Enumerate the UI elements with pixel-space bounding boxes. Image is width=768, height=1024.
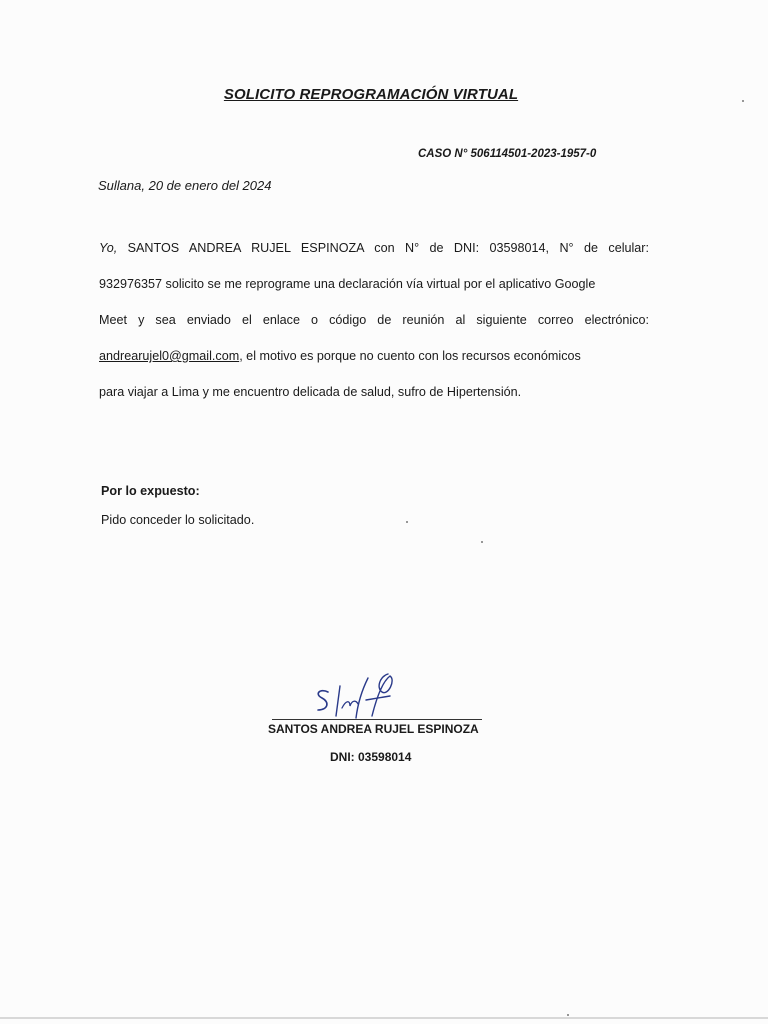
body-paragraph [99, 230, 649, 410]
handwritten-signature [300, 670, 410, 725]
case-number: CASO N° 506114501-2023-1957-0 [418, 148, 597, 160]
body-line-2: 932976357 solicito se me reprograme una declaración vía virtual por el aplicativo Google [99, 277, 596, 291]
signer-name: SANTOS ANDREA RUJEL ESPINOZA [268, 722, 479, 736]
signature-line [272, 719, 482, 720]
scan-speck [481, 541, 483, 543]
body-line-1-text: SANTOS ANDREA RUJEL ESPINOZA con N° de DNI: 03598014, N° de celular: [117, 241, 649, 255]
scan-speck [406, 521, 408, 523]
body-line-5: para viajar a Lima y me encuentro delicada de salud, sufro de Hipertensión. [99, 385, 522, 399]
document-title: SOLICITO REPROGRAMACIÓN VIRTUAL [223, 86, 519, 103]
closing-label: Por lo expuesto: [101, 484, 200, 498]
email-link[interactable]: andrearujel0@gmail.com [99, 349, 240, 363]
body-yo: Yo, [99, 241, 118, 255]
page-bottom-edge [0, 1017, 768, 1019]
closing-request: Pido conceder lo solicitado. [101, 513, 255, 527]
body-line-4 [99, 338, 649, 374]
body-line-3: Meet y sea enviado el enlace o código de reunión al siguiente correo electrónico: [99, 313, 649, 327]
body-line-1 [99, 230, 649, 266]
place-date: Sullana, 20 de enero del 2024 [98, 178, 272, 193]
scan-speck [742, 100, 744, 102]
body-line-4-text: , el motivo es porque no cuento con los recursos económicos [239, 349, 581, 363]
signer-dni: DNI: 03598014 [330, 750, 412, 764]
scan-speck [567, 1014, 569, 1016]
